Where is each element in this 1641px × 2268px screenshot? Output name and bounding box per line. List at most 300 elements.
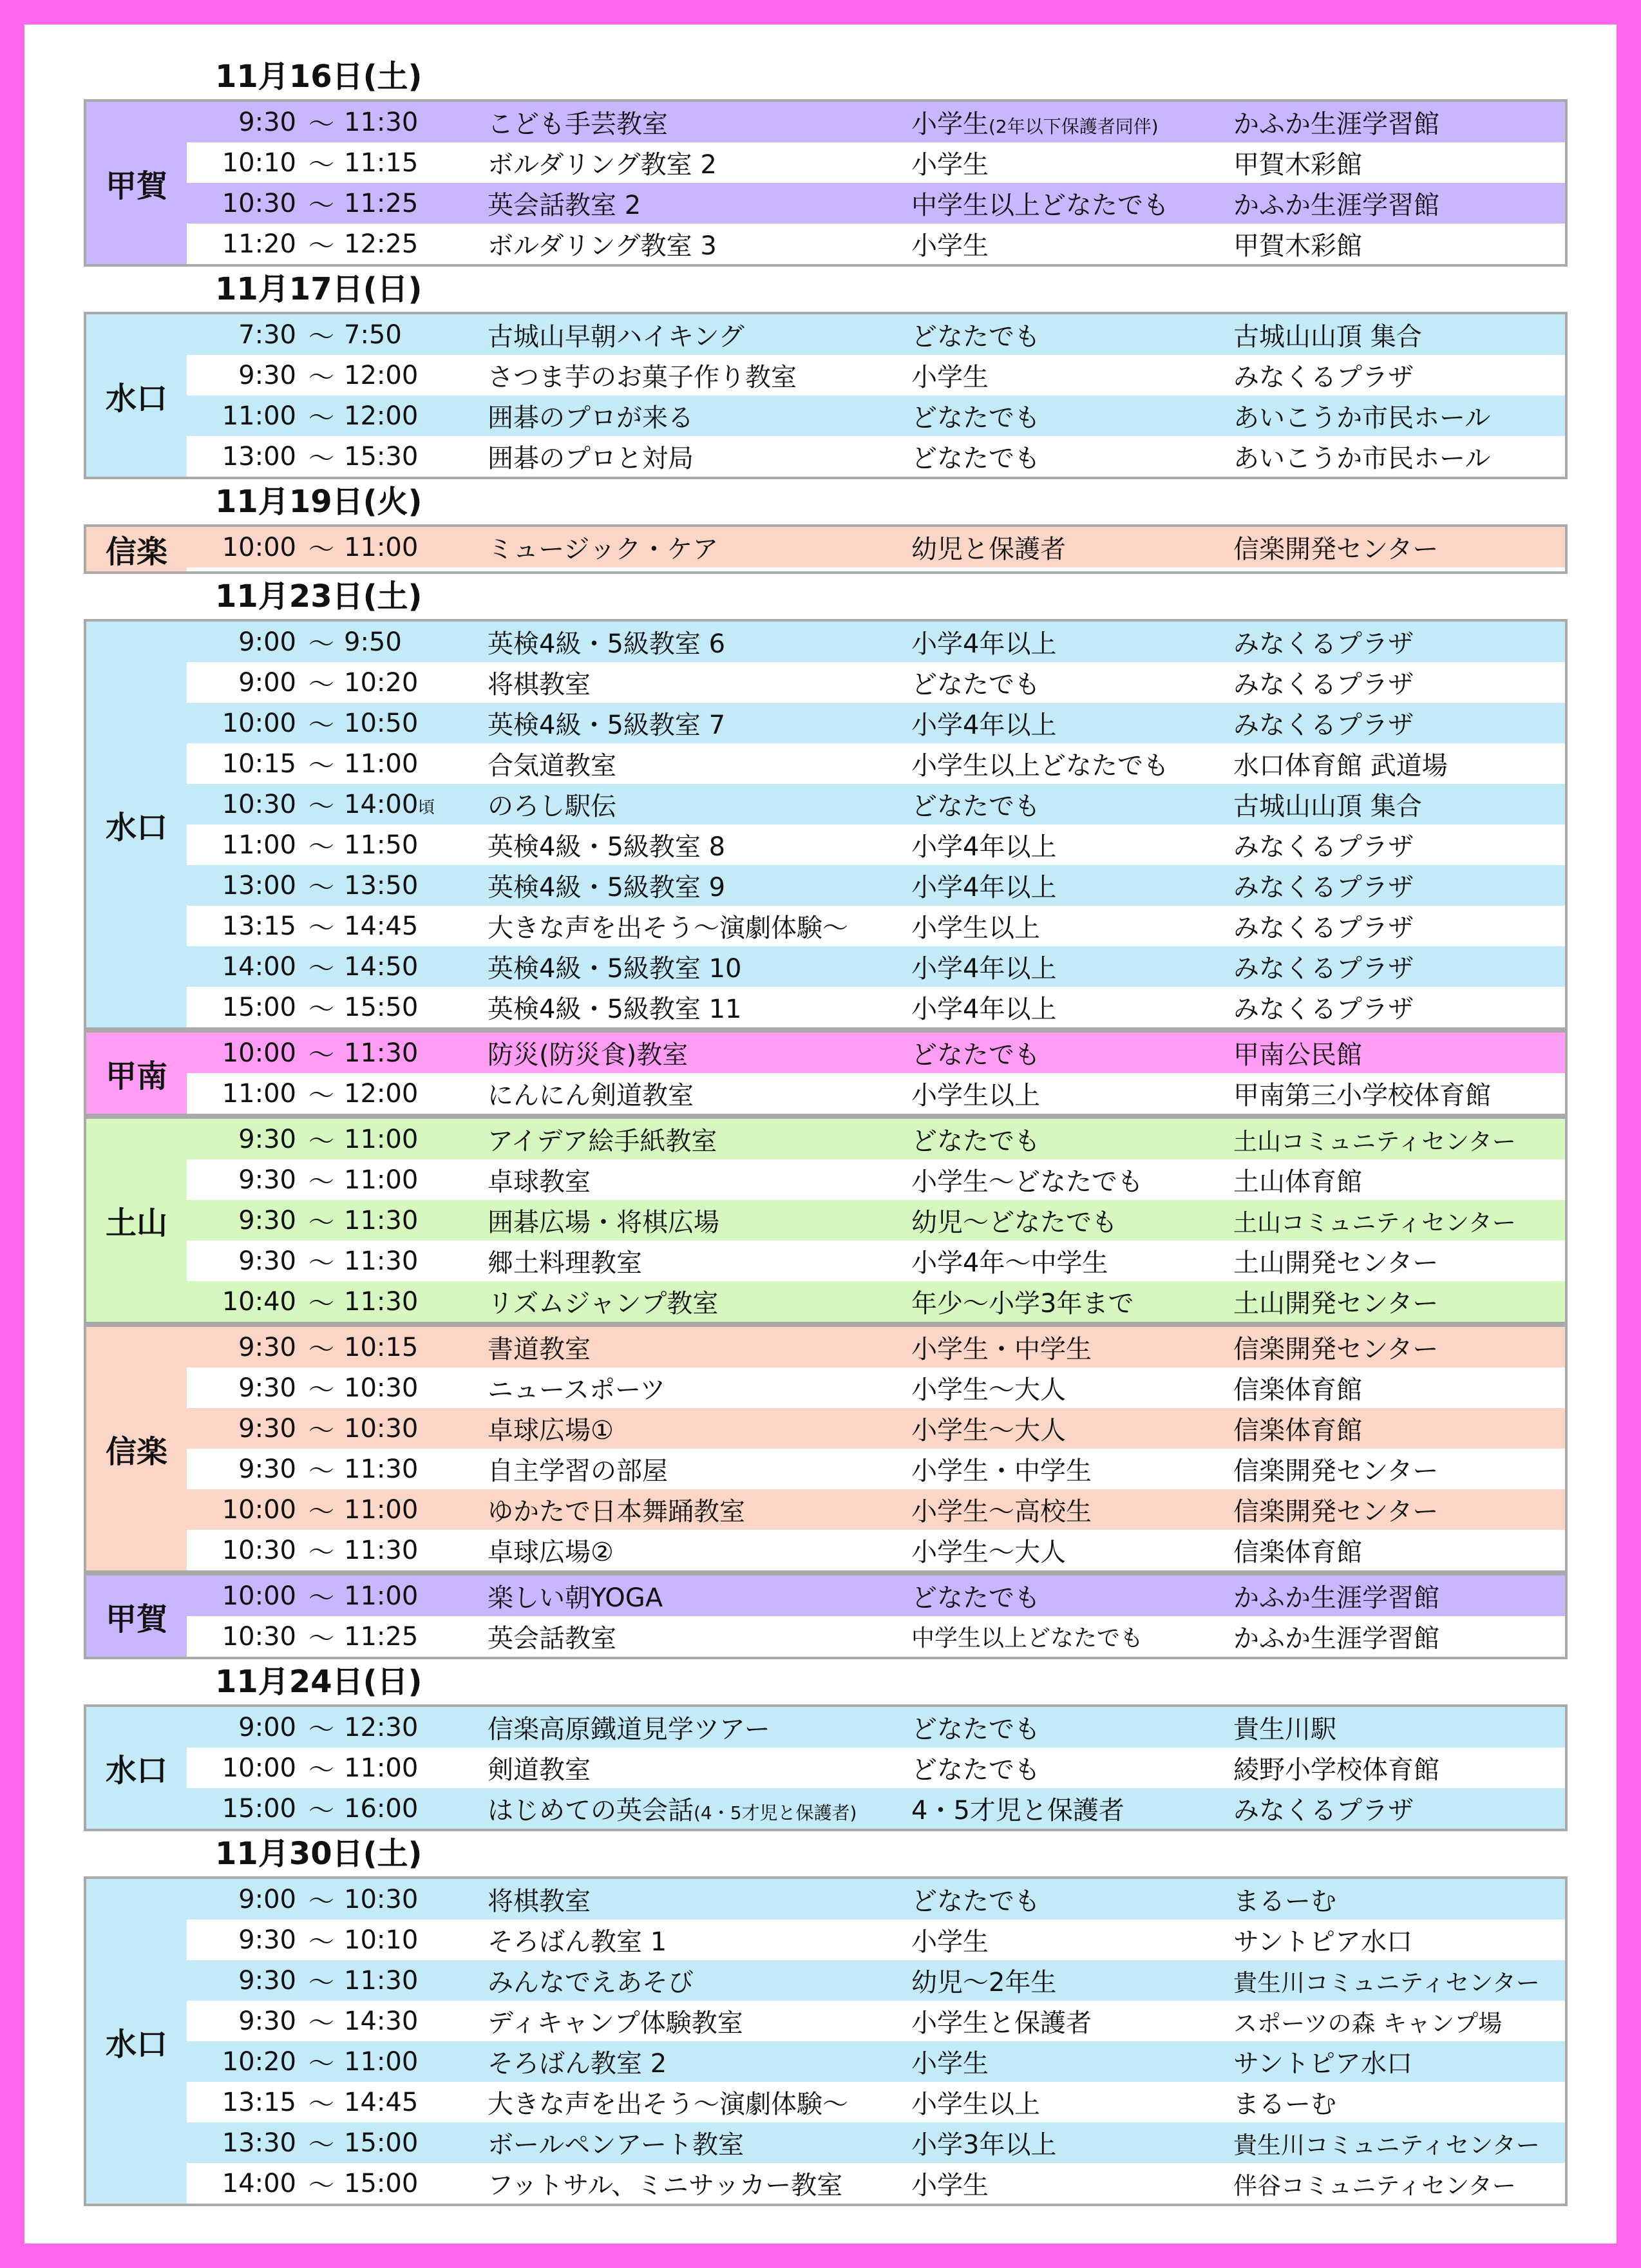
event-row	[187, 662, 1565, 703]
end-time-value: 10:10	[344, 1925, 419, 1955]
start-time: 10:00	[222, 708, 296, 738]
event-name	[488, 1410, 911, 1447]
end-time-value: 14:30	[344, 2006, 419, 2036]
target-label: 小学生以上どなたでも	[911, 751, 1169, 781]
event-row	[187, 2163, 1565, 2204]
end-time	[344, 1206, 466, 1235]
event-row	[187, 865, 1565, 906]
area-block	[84, 1704, 1568, 1831]
event-target	[911, 185, 1233, 222]
end-time	[344, 952, 466, 982]
event-name	[488, 1962, 911, 1999]
end-time-value: 15:00	[344, 2128, 419, 2158]
event-title: 剣道教室	[488, 1755, 591, 1785]
start-time: 9:30	[238, 360, 296, 390]
time-range	[187, 1491, 488, 1528]
tilde-separator: ～	[308, 1208, 334, 1237]
event-target	[911, 1620, 1233, 1653]
target-label: 小学3年以上	[911, 2130, 1057, 2160]
event-target	[911, 705, 1233, 741]
event-target	[911, 225, 1233, 262]
event-row	[187, 224, 1565, 264]
event-title: ボルダリング教室 3	[488, 231, 717, 261]
event-venue: 信楽体育館	[1233, 1416, 1362, 1445]
event-rows	[187, 527, 1565, 571]
event-rows	[187, 622, 1565, 1027]
event-title: はじめての英会話	[488, 1796, 694, 1825]
event-title: 英検4級・5級教室 6	[488, 629, 726, 659]
event-title: 楽しい朝YOGA	[488, 1583, 663, 1613]
event-name	[488, 2165, 911, 2202]
event-row	[187, 2082, 1565, 2122]
event-title: 信楽高原鐵道見学ツアー	[488, 1715, 770, 1744]
event-target	[911, 745, 1233, 782]
end-time	[344, 1581, 466, 1611]
event-title: 大きな声を出そう～演劇体験～	[488, 913, 848, 943]
time-range	[187, 867, 488, 904]
end-time	[344, 1713, 466, 1742]
target-label: 小学4年～中学生	[911, 1248, 1108, 1278]
tilde-separator: ～	[308, 832, 334, 862]
event-row	[187, 1241, 1565, 1281]
event-target	[911, 1491, 1233, 1528]
end-time-value: 11:30	[344, 1535, 419, 1565]
end-time	[344, 1454, 466, 1484]
event-name	[488, 867, 911, 904]
area-label: 甲賀	[86, 102, 187, 264]
start-time: 9:00	[238, 1884, 296, 1914]
target-label: 幼児～どなたでも	[911, 1208, 1117, 1237]
end-time-value: 14:45	[344, 911, 419, 941]
end-time	[344, 2006, 466, 2036]
time-range	[187, 1962, 488, 1999]
event-title: 大きな声を出そう～演劇体験～	[488, 2090, 848, 2119]
event-venue: みなくるプラザ	[1233, 873, 1414, 902]
target-label: 小学生	[911, 110, 989, 139]
event-name	[488, 2124, 911, 2161]
start-time: 13:15	[222, 2087, 296, 2117]
event-target	[911, 1749, 1233, 1786]
tilde-separator: ～	[308, 2049, 334, 2079]
target-label: どなたでも	[911, 322, 1040, 352]
event-name	[488, 1491, 911, 1528]
tilde-separator: ～	[308, 2130, 334, 2160]
event-title: ボルダリング教室 2	[488, 150, 717, 180]
event-rows	[187, 1119, 1565, 1322]
event-row	[187, 987, 1565, 1027]
event-venue: 信楽開発センター	[1233, 1335, 1439, 1364]
end-time-value: 10:30	[344, 1884, 419, 1914]
event-row	[187, 1920, 1565, 1960]
target-label: 小学生	[911, 1927, 989, 1957]
event-row	[187, 102, 1565, 142]
target-label: 中学生以上どなたでも	[911, 1625, 1144, 1652]
target-label: どなたでも	[911, 1887, 1040, 1916]
event-venue: 土山開発センター	[1233, 1248, 1439, 1278]
event-title: ボールペンアート教室	[488, 2130, 744, 2160]
event-venue: 信楽体育館	[1233, 1375, 1362, 1405]
tilde-separator: ～	[308, 1167, 334, 1197]
time-range	[187, 1881, 488, 1918]
end-time	[344, 1414, 466, 1444]
event-name	[488, 1451, 911, 1487]
event-target	[911, 104, 1233, 140]
area-block	[84, 1116, 1568, 1324]
target-label: 小学生と保護者	[911, 2008, 1092, 2038]
end-time	[344, 1246, 466, 1276]
event-name	[488, 1283, 911, 1320]
event-rows	[187, 1576, 1565, 1657]
start-time: 13:00	[222, 441, 296, 472]
tilde-separator: ～	[308, 1416, 334, 1445]
event-title: 英検4級・5級教室 9	[488, 873, 726, 902]
event-target	[911, 826, 1233, 863]
tilde-separator: ～	[308, 1715, 334, 1744]
event-venue: まるーむ	[1233, 2090, 1336, 2119]
tilde-separator: ～	[308, 710, 334, 740]
tilde-separator: ～	[308, 1289, 334, 1319]
start-time: 9:00	[238, 627, 296, 657]
end-time-value: 11:00	[344, 1581, 419, 1611]
start-time: 9:30	[238, 1965, 296, 1996]
end-time	[344, 229, 466, 259]
event-venue: 甲南公民館	[1233, 1040, 1362, 1070]
event-target	[911, 1962, 1233, 1999]
target-note: (2年以下保護者同伴)	[989, 116, 1159, 137]
event-venue: サントピア水口	[1233, 1927, 1412, 1957]
end-time-value: 10:15	[344, 1332, 419, 1362]
event-name	[488, 225, 911, 262]
event-name	[488, 1075, 911, 1112]
tilde-separator: ～	[308, 751, 334, 781]
event-target	[911, 1369, 1233, 1406]
end-time	[344, 108, 466, 137]
event-target	[911, 397, 1233, 434]
time-range	[187, 1369, 488, 1406]
event-target	[911, 144, 1233, 181]
event-title: 卓球広場①	[488, 1416, 614, 1445]
target-label: 小学生・中学生	[911, 1335, 1092, 1364]
tilde-separator: ～	[308, 1796, 334, 1825]
time-range	[187, 664, 488, 701]
end-time	[344, 2169, 466, 2198]
end-time	[344, 361, 466, 390]
end-time-value: 11:30	[344, 1205, 419, 1235]
tilde-separator: ～	[308, 110, 334, 139]
target-label: 小学生～大人	[911, 1416, 1066, 1445]
event-venue: みなくるプラザ	[1233, 832, 1414, 862]
end-time	[344, 993, 466, 1022]
event-venue: 信楽体育館	[1233, 1538, 1362, 1567]
end-time	[344, 1966, 466, 1996]
event-target	[911, 1881, 1233, 1918]
tilde-separator: ～	[308, 1456, 334, 1486]
target-label: 小学生	[911, 2171, 989, 2200]
time-range	[187, 1790, 488, 1827]
time-range	[187, 397, 488, 434]
time-range	[187, 104, 488, 140]
date-heading: 11月19日(火)	[215, 484, 422, 520]
event-venue: 水口体育館 武道場	[1233, 751, 1448, 781]
event-name	[488, 989, 911, 1025]
event-target	[911, 2124, 1233, 2161]
tilde-separator: ～	[308, 913, 334, 943]
target-label: どなたでも	[911, 1715, 1040, 1744]
event-name	[488, 1202, 911, 1239]
event-venue: あいこうか市民ホール	[1233, 444, 1491, 473]
event-title: アイデア絵手紙教室	[488, 1127, 717, 1156]
end-time-value: 11:00	[344, 1494, 419, 1525]
event-name	[488, 786, 911, 823]
time-range	[187, 185, 488, 222]
end-time	[344, 830, 466, 860]
start-time: 9:00	[238, 667, 296, 698]
event-target	[911, 908, 1233, 944]
event-title: みんなでえあそび	[488, 1968, 694, 1997]
tilde-separator: ～	[308, 1127, 334, 1156]
event-row	[187, 743, 1565, 784]
event-name	[488, 1749, 911, 1786]
event-row	[187, 1200, 1565, 1241]
tilde-separator: ～	[308, 2090, 334, 2119]
time-range	[187, 438, 488, 475]
end-time-value: 9:50	[344, 627, 402, 657]
target-label: どなたでも	[911, 1755, 1040, 1785]
tilde-separator: ～	[308, 535, 334, 564]
target-label: 小学生	[911, 363, 989, 392]
end-time-value: 12:00	[344, 360, 419, 390]
tilde-separator: ～	[308, 629, 334, 659]
tilde-separator: ～	[308, 1968, 334, 1997]
time-range	[187, 1034, 488, 1071]
date-heading: 11月16日(土)	[215, 59, 422, 95]
event-venue: 甲南第三小学校体育館	[1233, 1081, 1491, 1110]
event-row	[187, 355, 1565, 395]
event-name	[488, 705, 911, 741]
end-time	[344, 627, 466, 657]
area-block	[84, 1030, 1568, 1116]
time-range	[187, 2043, 488, 2080]
event-name	[488, 826, 911, 863]
time-range	[187, 745, 488, 782]
event-name	[488, 1709, 911, 1746]
event-target	[911, 1451, 1233, 1487]
tilde-separator: ～	[308, 1335, 334, 1364]
tilde-separator: ～	[308, 363, 334, 392]
start-time: 10:30	[222, 1535, 296, 1565]
event-row	[187, 527, 1565, 567]
end-time	[344, 320, 466, 350]
start-time: 7:30	[238, 319, 296, 350]
end-time-note: 頃	[418, 797, 435, 817]
event-venue: まるーむ	[1233, 1887, 1336, 1916]
event-venue: みなくるプラザ	[1233, 1796, 1414, 1825]
time-range	[187, 357, 488, 394]
target-label: 小学4年以上	[911, 873, 1057, 902]
end-time	[344, 1079, 466, 1109]
event-row	[187, 395, 1565, 436]
area-label: 水口	[86, 314, 187, 477]
tilde-separator: ～	[308, 2171, 334, 2200]
time-range	[187, 1161, 488, 1198]
time-range	[187, 705, 488, 741]
area-label: 信楽	[86, 527, 187, 571]
event-row	[187, 1281, 1565, 1322]
event-row	[187, 1489, 1565, 1530]
event-venue: 貴生川コミュニティセンター	[1233, 1968, 1540, 1997]
event-title: 卓球教室	[488, 1167, 591, 1197]
tilde-separator: ～	[308, 1538, 334, 1567]
event-name	[488, 2043, 911, 2080]
end-time-value: 11:00	[344, 1124, 419, 1154]
time-range	[187, 2124, 488, 2161]
start-time: 9:30	[238, 1925, 296, 1955]
event-name	[488, 529, 911, 566]
event-name	[488, 185, 911, 222]
tilde-separator: ～	[308, 1081, 334, 1110]
start-time: 9:30	[238, 1454, 296, 1484]
event-name	[488, 357, 911, 394]
event-title: フットサル、ミニサッカー教室	[488, 2171, 843, 2200]
area-block	[84, 524, 1568, 574]
end-time-value: 11:00	[344, 748, 419, 779]
event-venue: みなくるプラザ	[1233, 710, 1414, 740]
event-row	[187, 1707, 1565, 1748]
target-label: どなたでも	[911, 1127, 1040, 1156]
start-time: 13:30	[222, 2128, 296, 2158]
time-range	[187, 316, 488, 353]
event-venue: 貴生川駅	[1233, 1715, 1336, 1744]
event-title: こども手芸教室	[488, 110, 668, 139]
event-title: 英会話教室	[488, 1624, 616, 1653]
tilde-separator: ～	[308, 1375, 334, 1405]
event-title: 囲碁広場・将棋広場	[488, 1208, 719, 1237]
tilde-separator: ～	[308, 403, 334, 433]
end-time-value: 16:00	[344, 1793, 419, 1824]
start-time: 10:30	[222, 1621, 296, 1652]
event-title: 将棋教室	[488, 670, 591, 700]
area-label: 信楽	[86, 1327, 187, 1570]
event-venue: サントピア水口	[1233, 2049, 1412, 2079]
event-name	[488, 1329, 911, 1366]
target-label: 小学生	[911, 150, 989, 180]
event-title: そろばん教室 1	[488, 1927, 667, 1957]
event-venue: 信楽開発センター	[1233, 1456, 1439, 1486]
end-time-value: 11:15	[344, 148, 419, 178]
event-target	[911, 529, 1233, 566]
event-title: 書道教室	[488, 1335, 591, 1364]
event-name	[488, 908, 911, 944]
event-row	[187, 2122, 1565, 2163]
event-venue: 土山コミュニティセンター	[1233, 1208, 1516, 1237]
time-range	[187, 1329, 488, 1366]
event-target	[911, 438, 1233, 475]
event-row	[187, 1327, 1565, 1367]
event-title: 英会話教室 2	[488, 191, 641, 220]
event-venue: 土山コミュニティセンター	[1233, 1127, 1516, 1156]
event-row	[187, 1033, 1565, 1073]
event-venue: 信楽開発センター	[1233, 535, 1439, 564]
target-label: どなたでも	[911, 444, 1040, 473]
event-row	[187, 142, 1565, 183]
start-time: 10:00	[222, 1581, 296, 1611]
start-time: 15:00	[222, 992, 296, 1022]
event-name	[488, 1121, 911, 1158]
tilde-separator: ～	[308, 1583, 334, 1613]
event-target	[911, 1790, 1233, 1827]
time-range	[187, 1709, 488, 1746]
start-time: 10:00	[222, 1494, 296, 1525]
event-venue: 甲賀木彩館	[1233, 231, 1362, 261]
event-target	[911, 2165, 1233, 2202]
event-rows	[187, 102, 1565, 264]
time-range	[187, 1410, 488, 1447]
event-row	[187, 1408, 1565, 1449]
start-time: 10:30	[222, 188, 296, 218]
start-time: 10:10	[222, 148, 296, 178]
end-time	[344, 1495, 466, 1525]
tilde-separator: ～	[308, 995, 334, 1024]
end-time-value: 14:50	[344, 951, 419, 982]
time-range	[187, 1451, 488, 1487]
event-title: 囲碁のプロと対局	[488, 444, 694, 473]
end-time-value: 7:50	[344, 319, 402, 350]
event-name	[488, 1369, 911, 1406]
start-time: 11:20	[222, 229, 296, 259]
event-row	[187, 1748, 1565, 1788]
target-label: 小学4年以上	[911, 995, 1057, 1024]
start-time: 10:00	[222, 532, 296, 562]
start-time: 9:30	[238, 1373, 296, 1403]
event-name	[488, 948, 911, 985]
target-label: 小学生	[911, 2049, 989, 2079]
event-row	[187, 1530, 1565, 1570]
area-label: 水口	[86, 622, 187, 1027]
event-target	[911, 867, 1233, 904]
event-venue: 甲賀木彩館	[1233, 150, 1362, 180]
end-time	[344, 1885, 466, 1914]
end-time	[344, 1125, 466, 1154]
event-name	[488, 1921, 911, 1958]
event-target	[911, 1075, 1233, 1112]
start-time: 10:00	[222, 1038, 296, 1068]
event-row	[187, 1159, 1565, 1200]
time-range	[187, 1121, 488, 1158]
event-name	[488, 1034, 911, 1071]
event-row	[187, 2041, 1565, 2082]
start-time: 14:00	[222, 2168, 296, 2198]
end-time	[344, 790, 466, 819]
event-name	[488, 1161, 911, 1198]
event-target	[911, 624, 1233, 660]
event-target	[911, 1709, 1233, 1746]
event-title: リズムジャンプ教室	[488, 1289, 719, 1319]
start-time: 13:15	[222, 911, 296, 941]
tilde-separator: ～	[308, 191, 334, 220]
tilde-separator: ～	[308, 1624, 334, 1653]
time-range	[187, 948, 488, 985]
start-time: 9:30	[238, 107, 296, 137]
end-time	[344, 2047, 466, 2077]
event-title: 英検4級・5級教室 11	[488, 995, 742, 1024]
area-block	[84, 1876, 1568, 2206]
tilde-separator: ～	[308, 322, 334, 352]
target-label: 小学生以上	[911, 913, 1040, 943]
event-target	[911, 357, 1233, 394]
area-label: 甲賀	[86, 1576, 187, 1657]
event-venue: 古城山山頂 集合	[1233, 792, 1422, 821]
event-name	[488, 664, 911, 701]
